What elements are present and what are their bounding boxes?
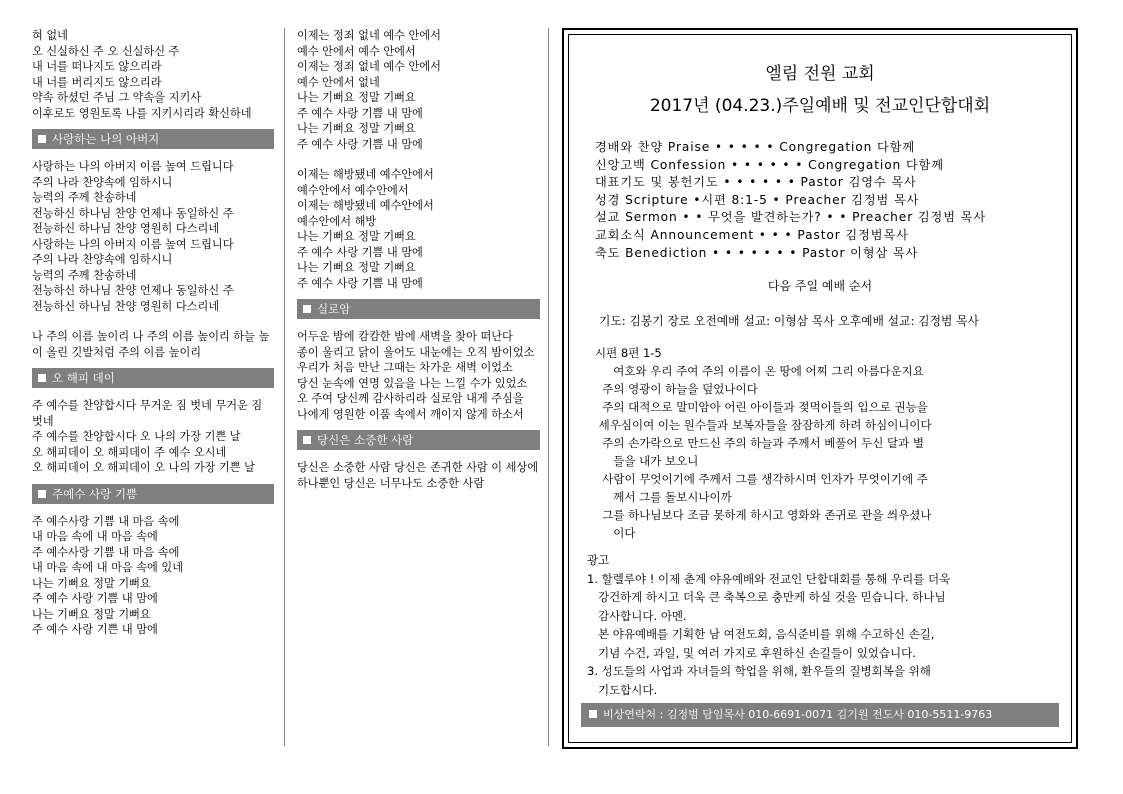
lyric-line: 주의 나라 찬양속에 임하시니 [32, 253, 173, 266]
lyrics-block [297, 167, 540, 291]
lyric-line: 이제는 해방됐네 예수안에서 [297, 168, 434, 181]
lyric-line: 주 예수를 찬양합시다 오 나의 가장 기쁜 날 [32, 430, 241, 443]
lyric-line: 나는 기뻐요 정말 기뻐요 [32, 576, 151, 590]
lyric-line: 이제는 정죄 없네 예수 안에서 [297, 60, 441, 73]
square-bullet-icon [589, 710, 597, 718]
lyric-line: 능력의 주께 찬송하네 [32, 268, 137, 282]
lyrics-block [297, 28, 540, 152]
announcement-line: 3. 성도들의 사업과 자녀들의 학업을 위해, 환우들의 질병회복을 위해 [587, 664, 931, 678]
lyric-line: 예수안에서 예수안에서 [297, 183, 409, 197]
lyric-line: 주 예수 사랑 기쁨 내 맘에 [32, 592, 158, 605]
lyric-line: 능력의 주께 찬송하네 [32, 191, 137, 204]
square-bullet-icon [38, 490, 46, 498]
announcements-title: 광고 [587, 553, 610, 567]
lyric-line: 예수 안에서 예수 안에서 [297, 44, 416, 58]
section-header: 오 해피 데이 [32, 368, 274, 388]
order-item: 설교 Sermon • • 무엇을 발견하는가? • • Preacher 김정범 목사 [595, 210, 987, 225]
scripture-passage [595, 344, 1045, 542]
lyrics-block [32, 514, 274, 638]
lyric-line: 나에게 영원한 이품 속에서 깨이지 않게 하소서 [297, 407, 524, 421]
lyric-line: 주 예수 사랑 기쁨 내 맘에 [297, 137, 423, 151]
scripture-line: 사람이 무엇이기에 주께서 그를 생각하시며 인자가 무엇이기에 주 [595, 472, 928, 486]
section-header: 실로암 [297, 299, 540, 319]
lyrics-block [32, 159, 274, 314]
next-service-info: 기도: 김봉기 장로 오전예배 설교: 이형삼 목사 오후예배 설교: 김정범 목사 [599, 314, 979, 328]
emergency-contact-bar: 비상연락처 : 김정범 담임목사 010-6691-0071 김기원 전도사 010-5511-9763 [581, 703, 1059, 727]
church-name: 엘림 전원 교회 [765, 64, 875, 84]
section-header: 사랑하는 나의 아버지 [32, 129, 274, 149]
lyric-line: 예수안에서 해방 [297, 214, 377, 228]
lyric-line: 사랑하는 나의 아버지 이름 높여 드립니다 [32, 237, 234, 251]
lyrics-block [32, 28, 274, 121]
square-bullet-icon [38, 374, 46, 382]
lyric-line: 약속 하셨던 주님 그 약속을 지키사 [32, 91, 202, 104]
lyric-line: 예수 안에서 없네 [297, 75, 380, 89]
scripture-line: 세우심이여 이는 원수들과 보복자들을 잠잠하게 하려 하심이니이다 [595, 418, 932, 432]
lyric-line: 내 마음 속에 내 마음 속에 [32, 530, 158, 543]
scripture-line: 이다 [595, 526, 636, 540]
scripture-line: 주의 영광이 하늘을 덮었나이다 [595, 382, 758, 396]
lyric-line: 주 예수 사랑 기쁨 내 맘에 [297, 106, 423, 120]
service-title: 2017년 (04.23.)주일예배 및 전교인단합대회 [649, 96, 991, 116]
announcement-line: 감사합니다. 아멘. [587, 608, 687, 623]
lyric-line: 주 예수 사랑 기쁨 내 맘에 [297, 276, 423, 290]
order-item: 교회소식 Announcement • • • Pastor 김정범목사 [595, 227, 909, 242]
lyric-line: 이제는 해방됐네 예수안에서 [297, 199, 434, 212]
lyric-line: 전능하신 하나님 찬양 영원히 다스리네 [32, 222, 220, 235]
lyric-line: 주 예수사랑 기쁨 내 마음 속에 [32, 514, 180, 528]
lyric-line: 오 해피데이 오 해피데이 주 예수 오시네 [32, 445, 227, 459]
lyric-line: 나는 기뻐요 정말 기뻐요 [297, 261, 416, 274]
order-item: 성경 Scripture •시편 8:1-5 • Preacher 김정범 목사 [595, 192, 920, 207]
lyric-line: 오 주여 당신께 감사하리라 실로암 내게 주심을 [297, 392, 524, 405]
order-item: 경배와 찬양 Praise • • • • • Congregation 다함께 [595, 140, 916, 154]
announcements [587, 551, 1067, 699]
scripture-line: 주의 손가락으로 만드신 주의 하늘과 주께서 베풀어 두신 달과 별 [595, 436, 925, 450]
lyric-line: 이후로도 영원토록 나를 지키시리라 확신하네 [32, 106, 252, 120]
order-item: 신앙고백 Confession • • • • • • Congregation 다함께 [595, 157, 944, 172]
announcement-line: 강건하게 하시고 더욱 큰 축복으로 충만케 하실 것을 믿습니다. 하나님 [587, 590, 946, 604]
lyric-line: 주 예수를 찬양합시다 무거운 짐 벗네 무거운 짐 벗네 [32, 399, 263, 428]
lyric-line: 내 너를 떠나지도 않으리라 [32, 60, 162, 73]
scripture-line: 께서 그를 돌보시나이까 [595, 490, 732, 504]
announcement-line: 본 야유예배를 기획한 남 여전도회, 음식준비를 위해 수고하신 손길, [587, 627, 935, 641]
section-header: 주예수 사랑 기쁨 [32, 484, 274, 504]
lyric-line: 사랑하는 나의 아버지 이름 높여 드립니다 [32, 160, 234, 173]
order-item: 대표기도 및 봉헌기도 • • • • • • Pastor 김영수 목사 [595, 175, 917, 190]
square-bullet-icon [38, 135, 46, 143]
lyric-line: 내 마음 속에 내 마음 속에 있네 [32, 561, 184, 574]
bulletin-inner-border [568, 34, 1072, 743]
column-divider [548, 28, 549, 746]
lyric-line: 전능하신 하나님 찬양 언제나 동일하신 주 [32, 206, 234, 220]
lyric-line: 종이 울리고 닭이 울어도 내눈에는 오직 밤이었소 [297, 345, 535, 359]
announcement-line: 기도합시다. [587, 682, 658, 697]
column-divider [284, 28, 285, 746]
lyric-line: 우리가 처음 만난 그때는 차가운 새벽 이었소 [297, 361, 513, 374]
order-item: 축도 Benediction • • • • • • • Pastor 이형삼 목사 [595, 245, 919, 260]
lyric-line: 주 예수 사랑 기쁜 내 맘에 [32, 623, 158, 636]
lyric-line: 나는 기뻐요 정말 기뻐요 [32, 607, 151, 621]
bulletin-frame [562, 28, 1078, 749]
scripture-line: 그를 하나님보다 조금 못하게 하시고 영화와 존귀로 관을 씌우셨나 [595, 508, 932, 522]
lyric-line: 주 예수사랑 기쁨 내 마음 속에 [32, 545, 180, 559]
lyric-line: 전능하신 하나님 찬양 언제나 동일하신 주 [32, 284, 234, 297]
lyrics-column-1 [32, 28, 274, 638]
next-service-title: 다음 주일 예배 순서 [767, 279, 873, 293]
lyric-line: 주의 나라 찬양속에 임하시니 [32, 175, 173, 189]
lyrics-column-2 [297, 28, 540, 506]
lyric-line: 나는 기뻐요 정말 기뻐요 [297, 230, 416, 243]
worship-order [595, 139, 986, 262]
lyric-line: 이제는 정죄 없네 예수 안에서 [297, 29, 441, 42]
scripture-line: 주의 대적으로 말미암아 어린 아이들과 젖먹이들의 입으로 권능을 [595, 400, 928, 414]
scripture-line: 들을 내가 보오니 [595, 454, 699, 468]
lyric-line: 전능하신 하나님 찬양 영원히 다스리네 [32, 299, 220, 313]
lyric-line: 당신 눈속에 연명 있음을 나는 느낄 수가 있었소 [297, 376, 528, 390]
announcement-line: 기념 수건, 과일, 및 여러 가지로 후원하신 손길들이 있었습니다. [587, 645, 916, 660]
lyric-line: 오 신실하신 주 오 신실하신 주 [32, 44, 180, 58]
scripture-line: 여호와 우리 주여 주의 이름이 온 땅에 어찌 그리 아름다운지요 [595, 364, 924, 378]
lyrics-paragraph: 나 주의 이름 높이리 나 주의 이름 높이리 하늘 높이 올린 깃발처럼 주의 이름 높이리 [32, 330, 270, 359]
lyric-line: 나는 기뻐요 정말 기뻐요 [297, 122, 416, 135]
lyric-line: 오 해피데이 오 해피데이 오 나의 가장 기쁜 날 [32, 461, 255, 474]
lyric-line: 혀 없네 [32, 29, 68, 42]
scripture-reference: 시편 8편 1-5 [595, 346, 662, 360]
lyric-line: 어두운 밤에 캄캄한 밤에 새벽을 찾아 떠난다 [297, 330, 513, 343]
lyric-line: 주 예수 사랑 기쁨 내 맘에 [297, 245, 423, 259]
lyrics-paragraph: 당신은 소중한 사람 당신은 존귀한 사람 이 세상에 하나뿐인 당신은 너무나도 소중한 사람 [297, 461, 539, 490]
square-bullet-icon [303, 436, 311, 444]
announcement-line: 1. 할렐루야 ! 이제 춘계 야유예배와 전교인 단합대회를 통해 우리를 더욱 [587, 571, 951, 586]
lyrics-block [297, 329, 540, 422]
section-header: 당신은 소중한 사람 [297, 430, 540, 450]
lyric-line: 내 너를 버리지도 않으리라 [32, 75, 162, 89]
lyric-line: 나는 기뻐요 정말 기뻐요 [297, 91, 416, 104]
lyrics-block [32, 398, 274, 476]
square-bullet-icon [303, 305, 311, 313]
